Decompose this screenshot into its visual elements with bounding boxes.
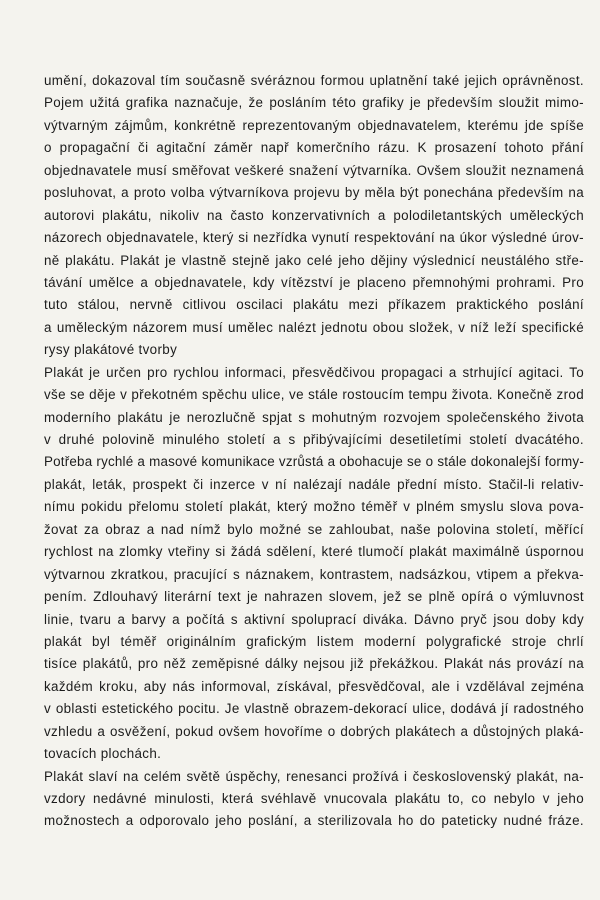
text-line: plakát byl téměř originálním grafickým listem moderní polygrafické stroje chrlí bbox=[44, 633, 584, 649]
text-line: žovat za obraz a nad nímž bylo možné se zahloubat, naše polovina století, měřící bbox=[44, 521, 584, 537]
text-line: umění, dokazoval tím současně svéráznou formou uplatnění také jejich oprávněnost. bbox=[44, 73, 584, 88]
body-text bbox=[44, 70, 584, 833]
text-line: vzdory nedávné minulosti, která svéhlavě vnucovala plakátu to, co nebylo v jeho bbox=[44, 791, 584, 806]
text-line: nímu pokidu přelomu století plakát, který možno téměř v plném smyslu slova pova- bbox=[44, 499, 584, 515]
text-line: o propagační či agitační záměr např komerčního rázu. K prosazení tohoto přání bbox=[44, 140, 584, 156]
text-line: v oblasti estetického pocitu. Je vlastně obrazem-dekorací ulice, dodává jí radostného bbox=[44, 701, 584, 717]
text-line: linie, tvaru a barvy a počítá s aktivní spoluprací diváka. Dávno pryč jsou doby kdy bbox=[44, 611, 584, 627]
text-line: Plakát slaví na celém světě úspěchy, renesanci prožívá i československý plakát, na- bbox=[44, 768, 584, 784]
text-line: názorech objednavatele, který si nezřídka vynutí respektování na úkor výsledné úrov- bbox=[44, 230, 584, 246]
text-line: pením. Zdlouhavý literární text je nahrazen slovem, jež se plně opírá o výmluvnost bbox=[44, 589, 584, 605]
text-line: moderního plakátu je nerozlučně spjat s mohutným rozvojem společenského života bbox=[44, 409, 584, 425]
text-line: távání umělce a objednavatele, kdy vítězství je placeno přemnohými prohrami. Pro bbox=[44, 274, 584, 290]
text-line: objednavatele musí směřovat veškeré snažení výtvarníka. Ovšem sloužit neznamená bbox=[44, 162, 584, 178]
paragraph bbox=[44, 766, 584, 833]
text-line: tovacích plochách. bbox=[44, 746, 162, 762]
text-line: tisíce plakátů, pro něž zeměpisné dálky nejsou již překážkou. Plakát nás provází na bbox=[44, 656, 584, 672]
text-line: Pojem užitá grafika naznačuje, že posláním této grafiky je především sloužit mimo- bbox=[44, 95, 584, 111]
paragraph bbox=[44, 70, 584, 362]
text-line: možnostech a odporovalo jeho poslání, a sterilizovala ho do pateticky nudné fráze. bbox=[44, 813, 584, 829]
text-line: autorovi plakátu, nikoliv na často konzervativních a polodiletantských uměleckých bbox=[44, 207, 584, 223]
text-line: a uměleckým názorem musí umělec nalézt jednotu obou složek, v níž leží specifické bbox=[44, 319, 584, 335]
text-line: tuto stálou, nervně citlivou oscilaci plakátu mezi příkazem praktického poslání bbox=[44, 297, 584, 313]
text-line: vše se děje v překotném spěchu ulice, ve stále rostoucím tempu života. Konečně zrod bbox=[44, 387, 584, 403]
text-line: vzhledu a osvěžení, pokud ovšem hovoříme o dobrých plakátech a důstojných plaká- bbox=[44, 723, 584, 739]
text-line: výtvarnou zkratkou, pracující s náznakem, kontrastem, nadsázkou, vtipem a překva- bbox=[44, 566, 584, 582]
text-line: posluhovat, a proto volba výtvarníkova projevu by měla být ponechána především na bbox=[44, 185, 584, 201]
text-line: každém kroku, aby nás informoval, získával, přesvědčoval, ale i vzdělával zejména bbox=[44, 678, 584, 694]
text-line: výtvarným zájmům, konkrétně reprezentovaným objednavatelem, kterému jde spíše bbox=[44, 117, 584, 133]
text-line: v druhé polovině minulého století a s přibývajícími desetiletími století dvacátého. bbox=[44, 432, 584, 447]
text-line: plakát, leták, prospekt či inzerce v ní nalézají nadále přední místo. Stačil-li relativ- bbox=[44, 476, 584, 492]
text-line: ně plakátu. Plakát je vlastně stejně jako celé jeho dějiny výslednicí neustálého stře- bbox=[44, 252, 584, 268]
paragraph bbox=[44, 362, 584, 766]
text-line: Potřeba rychlé a masové komunikace vzrůstá a obohacuje se o stále dokonalejší formy- bbox=[44, 454, 584, 470]
text-line: Plakát je určen pro rychlou informaci, přesvědčivou propagaci a strhující agitaci. To bbox=[44, 364, 584, 380]
text-line: rysy plakátové tvorby bbox=[44, 342, 178, 358]
text-line: rychlost na zlomky vteřiny si žádá sdělení, které tlumočí plakát maximálně úspornou bbox=[44, 544, 584, 560]
